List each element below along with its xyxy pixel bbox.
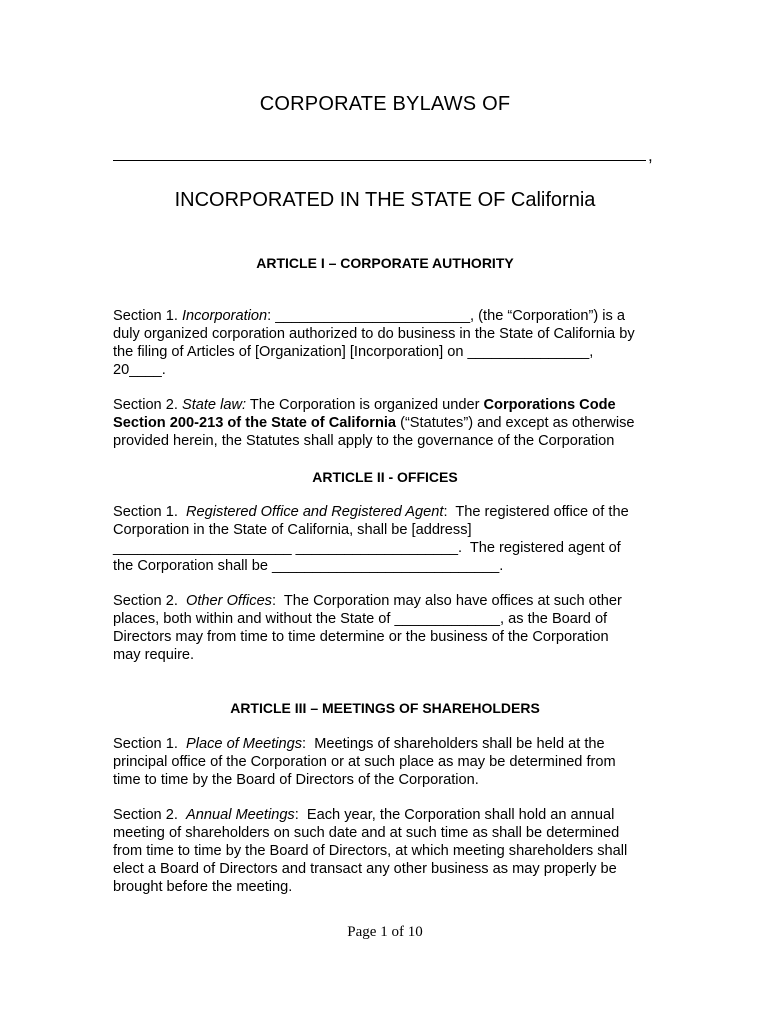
article-2-section-2 <box>113 592 673 664</box>
section-text: : Each year, the Corporation shall hold an annual <box>294 807 615 823</box>
article-1-section-1 <box>113 307 673 379</box>
section-text: : The Corporation may also have offices at such other <box>271 593 622 609</box>
section-text: Directors may from time to time determine or the business of the Corporation <box>113 629 609 646</box>
section-text: The Corporation is organized under <box>246 397 484 413</box>
section-text: elect a Board of Directors and transact any other business as may properly be <box>113 861 617 878</box>
article-1-heading: ARTICLE I – CORPORATE AUTHORITY <box>256 255 514 271</box>
section-text: provided herein, the Statutes shall apply to the governance of the Corporation <box>113 433 615 450</box>
article-2-section-1 <box>113 503 673 575</box>
section-text: meeting of shareholders on such date and at such time as shall be determined <box>113 825 620 842</box>
corporation-name-comma: , <box>648 146 653 165</box>
section-title: Other Offices <box>186 593 272 609</box>
statute-reference: Corporations Code <box>483 397 616 413</box>
article-2-heading: ARTICLE II - OFFICES <box>312 469 458 485</box>
page-number: Page 1 of 10 <box>347 924 423 940</box>
section-text: places, both within and without the State of _____________, as the Board of <box>113 611 608 628</box>
statute-reference: Section 200-213 of the State of California <box>113 415 397 432</box>
article-3-heading: ARTICLE III – MEETINGS OF SHAREHOLDERS <box>230 700 540 716</box>
section-text: (“Statutes”) and except as otherwise <box>396 415 635 432</box>
state-line: INCORPORATED IN THE STATE OF California <box>174 189 596 211</box>
section-title: Annual Meetings <box>186 807 295 823</box>
section-title: State law: <box>181 397 247 413</box>
article-3-section-1 <box>113 735 673 789</box>
section-text: time to time by the Board of Directors of the Corporation. <box>113 772 479 789</box>
section-text: : Meetings of shareholders shall be held at the <box>302 736 605 752</box>
section-prefix: Section 1. <box>113 308 182 324</box>
section-prefix: Section 2. <box>113 593 187 609</box>
section-text: from time to time by the Board of Directors, at which meeting shareholders shall <box>113 843 628 860</box>
article-3-section-2 <box>113 806 673 896</box>
section-text: ______________________ ____________________. The registered agent of <box>113 540 621 557</box>
section-text: : The registered office of the <box>443 504 629 520</box>
section-title: Place of Meetings <box>186 736 303 752</box>
section-text: : ________________________, (the “Corporation”) is a <box>267 308 625 324</box>
article-1-section-2 <box>113 396 673 450</box>
section-text: brought before the meeting. <box>113 879 293 896</box>
corporation-name-blank[interactable] <box>113 146 646 161</box>
section-prefix: Section 1. <box>113 736 187 752</box>
section-prefix: Section 2. <box>113 397 182 413</box>
section-text: 20____. <box>113 362 166 379</box>
section-text: may require. <box>113 647 195 664</box>
document-title: CORPORATE BYLAWS OF <box>259 93 511 115</box>
section-text: Corporation in the State of California, shall be [address] <box>113 522 472 539</box>
section-text: the Corporation shall be ____________________________. <box>113 558 504 575</box>
section-text: the filing of Articles of [Organization] [Incorporation] on _______________, <box>113 344 594 361</box>
section-text: principal office of the Corporation or at such place as may be determined from <box>113 754 616 771</box>
section-text: duly organized corporation authorized to do business in the State of California by <box>113 326 635 343</box>
section-title: Registered Office and Registered Agent <box>186 504 444 520</box>
section-prefix: Section 1. <box>113 504 187 520</box>
section-prefix: Section 2. <box>113 807 187 823</box>
section-title: Incorporation <box>181 308 268 324</box>
